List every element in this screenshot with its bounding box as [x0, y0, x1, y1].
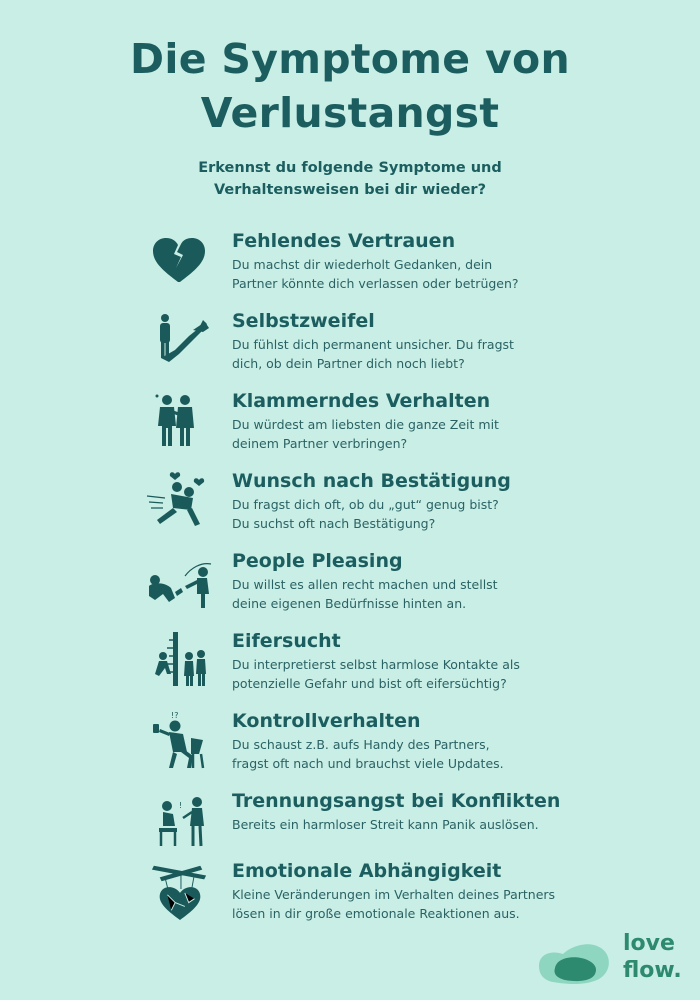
self-doubt-shadow-icon [145, 310, 215, 370]
description-line: potenzielle Gefahr und bist oft eifersüchtig? [232, 676, 507, 691]
brand-wordmark [623, 930, 682, 984]
description-line: Du machst dir wiederholt Gedanken, dein [232, 257, 493, 272]
description-line: Kleine Veränderungen im Verhalten deines Partners [232, 887, 556, 902]
bowing-people-icon [145, 550, 215, 610]
brand-line-1: love [623, 931, 675, 956]
description-line: Du willst es allen recht machen und stellst [232, 577, 498, 592]
symptom-item-selbstzweifel [0, 308, 700, 380]
argument-couple-icon [145, 790, 215, 850]
symptom-item-eifersucht [0, 628, 700, 700]
symptom-item-trennungsangst [0, 788, 700, 860]
symptom-description [232, 255, 662, 293]
symptom-item-wunsch-nach-bestaetigung [0, 468, 700, 540]
symptom-description [232, 335, 662, 373]
symptom-item-fehlendes-vertrauen [0, 228, 700, 300]
description-line: Bereits ein harmloser Streit kann Panik auslösen. [232, 817, 539, 832]
description-line: Du schaust z.B. aufs Handy des Partners, [232, 737, 490, 752]
symptom-heading: People Pleasing [232, 550, 403, 572]
symptom-item-kontrollverhalten [0, 708, 700, 780]
symptom-item-klammerndes-verhalten [0, 388, 700, 460]
description-line: Du interpretierst selbst harmlose Kontakte als [232, 657, 520, 672]
clinging-couple-icon [145, 390, 215, 450]
symptom-description [232, 885, 662, 923]
brand-logo [535, 930, 695, 990]
description-line: Du fragst dich oft, ob du „gut“ genug bist? [232, 497, 499, 512]
symptom-item-people-pleasing [0, 548, 700, 620]
broken-heart-icon [145, 230, 215, 290]
phone-checking-icon [145, 710, 215, 770]
subtitle-line-2: Verhaltensweisen bei dir wieder? [213, 182, 486, 198]
title-line-1: Die Symptome von [130, 35, 570, 83]
symptom-heading: Wunsch nach Bestätigung [232, 470, 511, 492]
symptom-heading: Fehlendes Vertrauen [232, 230, 456, 252]
symptom-heading: Eifersucht [232, 630, 341, 652]
hugging-couple-icon [145, 470, 215, 530]
symptom-description [232, 655, 662, 693]
title-line-2: Verlustangst [200, 89, 500, 137]
symptom-description [232, 735, 662, 773]
symptom-item-emotionale-abhaengigkeit [0, 858, 700, 930]
description-line: Partner könnte dich verlassen oder betrügen? [232, 276, 519, 291]
jealousy-wall-icon [145, 630, 215, 690]
description-line: dich, ob dein Partner dich noch liebt? [232, 356, 465, 371]
description-line: Du fühlst dich permanent unsicher. Du fragst [232, 337, 514, 352]
symptom-heading: Klammerndes Verhalten [232, 390, 491, 412]
page-subtitle [0, 157, 700, 201]
description-line: Du suchst oft nach Bestätigung? [232, 516, 436, 531]
symptom-description [232, 495, 662, 533]
description-line: deinem Partner verbringen? [232, 436, 408, 451]
description-line: fragst oft nach und brauchst viele Updates. [232, 756, 504, 771]
brand-blob-icon [535, 936, 615, 988]
page-title [0, 32, 700, 140]
symptom-description [232, 815, 662, 834]
symptom-heading: Selbstzweifel [232, 310, 375, 332]
description-line: deine eigenen Bedürfnisse hinten an. [232, 596, 467, 611]
svg-text:!?: !? [171, 711, 179, 720]
symptom-description [232, 415, 662, 453]
subtitle-line-1: Erkennst du folgende Symptome und [198, 160, 502, 176]
svg-text:!: ! [179, 801, 183, 810]
puppet-heart-icon [145, 860, 215, 920]
brand-line-2: flow. [623, 958, 682, 983]
symptom-description [232, 575, 662, 613]
description-line: Du würdest am liebsten die ganze Zeit mit [232, 417, 499, 432]
symptom-heading: Emotionale Abhängigkeit [232, 860, 502, 882]
symptom-heading: Kontrollverhalten [232, 710, 421, 732]
description-line: lösen in dir große emotionale Reaktionen aus. [232, 906, 520, 921]
symptom-heading: Trennungsangst bei Konflikten [232, 790, 561, 812]
